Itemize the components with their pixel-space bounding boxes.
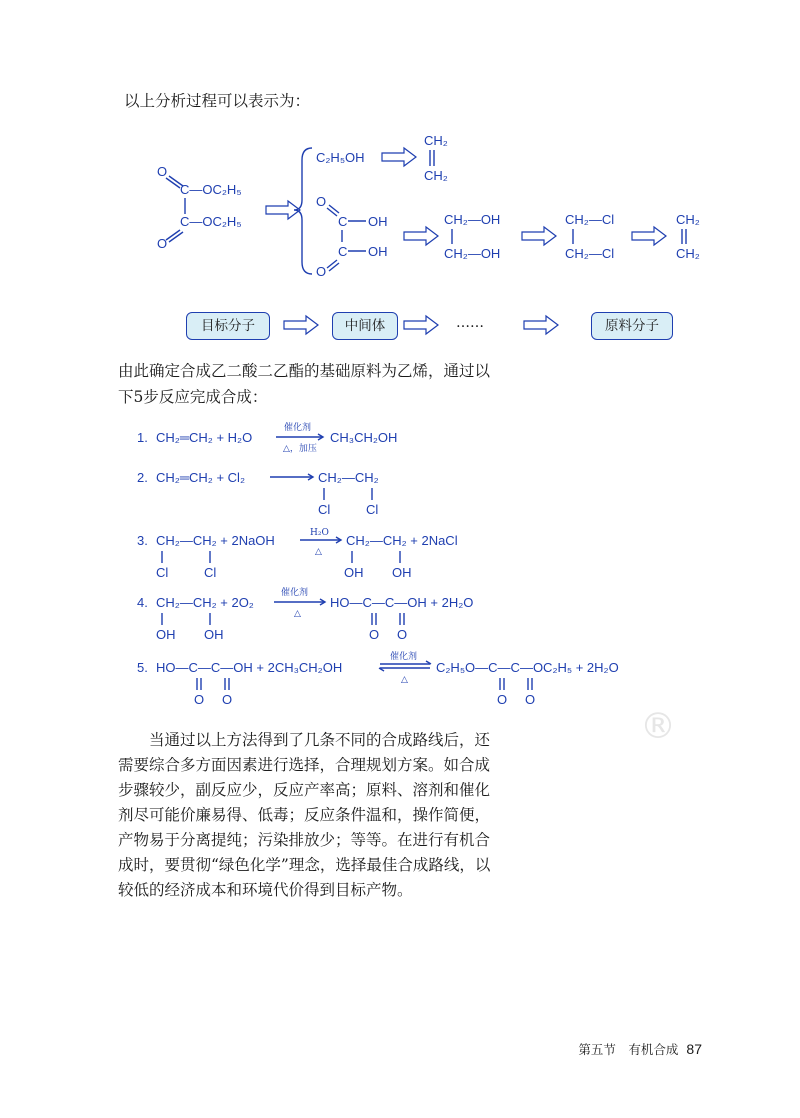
- svg-text:CH₂—CH₂ + 2NaOH: CH₂—CH₂ + 2NaOH: [156, 533, 275, 548]
- svg-text:Cl: Cl: [204, 565, 217, 580]
- flow-raw-material: 原料分子: [591, 312, 673, 340]
- svg-text:OH: OH: [368, 214, 388, 229]
- flow-intermediate: 中间体: [332, 312, 398, 340]
- svg-text:Cl: Cl: [156, 565, 169, 580]
- svg-text:OH: OH: [344, 565, 364, 580]
- page-number: 87: [686, 1041, 702, 1057]
- svg-text:2.: 2.: [137, 470, 148, 485]
- svg-text:O: O: [397, 627, 408, 642]
- svg-text:OH: OH: [204, 627, 224, 642]
- brace: [294, 148, 312, 274]
- page-footer: [578, 1040, 702, 1058]
- glycol-top: CH₂—OH: [444, 212, 501, 227]
- registered-watermark: ®: [640, 706, 676, 747]
- dichloro-top: CH₂—Cl: [565, 212, 615, 227]
- svg-text:催化剂: 催化剂: [390, 652, 418, 662]
- svg-text:OH: OH: [392, 565, 412, 580]
- svg-text:Cl: Cl: [318, 502, 331, 517]
- svg-text:CH₂═CH₂ + H₂O: CH₂═CH₂ + H₂O: [156, 430, 253, 445]
- svg-text:O: O: [316, 264, 327, 279]
- svg-text:HO—C—C—OH + 2CH₃CH₂OH: HO—C—C—OH + 2CH₃CH₂OH: [156, 660, 343, 675]
- oxalate-line2: C—OC₂H₅: [180, 214, 242, 229]
- svg-text:5.: 5.: [137, 660, 148, 675]
- ethene-top: CH₂: [676, 212, 700, 227]
- ethene-bottom: CH₂: [676, 246, 700, 261]
- svg-text:C: C: [338, 244, 348, 259]
- svg-text:催化剂: 催化剂: [281, 588, 309, 598]
- intro-text: 以上分析过程可以表示为：: [124, 92, 311, 110]
- reaction-4: [137, 586, 473, 642]
- branch1-ethanol: C₂H₅OH: [316, 150, 365, 165]
- glycol-bottom: CH₂—OH: [444, 246, 501, 261]
- reaction-3: [137, 528, 458, 580]
- oxalic-acid: [316, 194, 388, 279]
- reaction-5: [137, 650, 619, 707]
- svg-text:CH₂—CH₂ + 2NaCl: CH₂—CH₂ + 2NaCl: [346, 533, 458, 548]
- oxalate-o-top: O: [157, 164, 168, 179]
- svg-text:4.: 4.: [137, 595, 148, 610]
- svg-text:CH₃CH₂OH: CH₃CH₂OH: [330, 430, 398, 445]
- branch1-ethene-bottom: CH₂: [424, 168, 448, 183]
- svg-text:O: O: [369, 627, 380, 642]
- svg-text:Cl: Cl: [366, 502, 379, 517]
- flow-target-molecule: 目标分子: [186, 312, 270, 340]
- svg-text:△: △: [294, 609, 301, 619]
- svg-text:OH: OH: [156, 627, 176, 642]
- svg-text:O: O: [316, 194, 327, 209]
- diethyl-oxalate: [157, 164, 242, 251]
- svg-text:△: △: [315, 547, 322, 557]
- svg-text:△: △: [401, 675, 408, 685]
- svg-text:CH₂—CH₂ + 2O₂: CH₂—CH₂ + 2O₂: [156, 595, 254, 610]
- svg-text:CH₂—CH₂: CH₂—CH₂: [318, 470, 379, 485]
- svg-text:C: C: [338, 214, 348, 229]
- paragraph-route-selection: 当通过以上方法得到了几条不同的合成路线后，还需要综合多方面因素进行选择，合理规划方案。如合成步骤较少，副反应少，反应产率高；原料、溶剂和催化剂尽可能价廉易得、低毒；反应条件温和，操作简便，产物易于分离提纯；污染排放少；等等。在进行有机合成时，要贯彻“绿色化学”理念，选择最佳合成路线，以较低的经济成本和环境代价得到目标产物。: [118, 731, 491, 899]
- svg-text:O: O: [497, 692, 508, 707]
- svg-text:△，加压: △，加压: [283, 444, 317, 454]
- svg-text:催化剂: 催化剂: [284, 423, 312, 433]
- svg-text:O: O: [525, 692, 536, 707]
- reaction-2: [137, 470, 379, 517]
- svg-text:1.: 1.: [137, 430, 148, 445]
- dichloro-bottom: CH₂—Cl: [565, 246, 615, 261]
- reaction-1: [137, 421, 397, 454]
- svg-text:C₂H₅O—C—C—OC₂H₅ + 2H₂O: C₂H₅O—C—C—OC₂H₅ + 2H₂O: [436, 660, 619, 675]
- svg-text:CH₂═CH₂ + Cl₂: CH₂═CH₂ + Cl₂: [156, 470, 245, 485]
- branch1-ethene-top: CH₂: [424, 133, 448, 148]
- paragraph-raw-material: 由此确定合成乙二酸二乙酯的基础原料为乙烯，通过以下5步反应完成合成：: [118, 362, 491, 406]
- svg-text:O: O: [222, 692, 233, 707]
- svg-text:OH: OH: [368, 244, 388, 259]
- oxalate-line1: C—OC₂H₅: [180, 182, 242, 197]
- oxalate-o-bottom: O: [157, 236, 168, 251]
- section-title: 第五节 有机合成: [578, 1042, 679, 1057]
- svg-text:O: O: [194, 692, 205, 707]
- svg-text:3.: 3.: [137, 533, 148, 548]
- svg-text:H₂O: H₂O: [310, 528, 329, 538]
- svg-text:HO—C—C—OH + 2H₂O: HO—C—C—OH + 2H₂O: [330, 595, 474, 610]
- flow-ellipsis: ……: [456, 315, 484, 331]
